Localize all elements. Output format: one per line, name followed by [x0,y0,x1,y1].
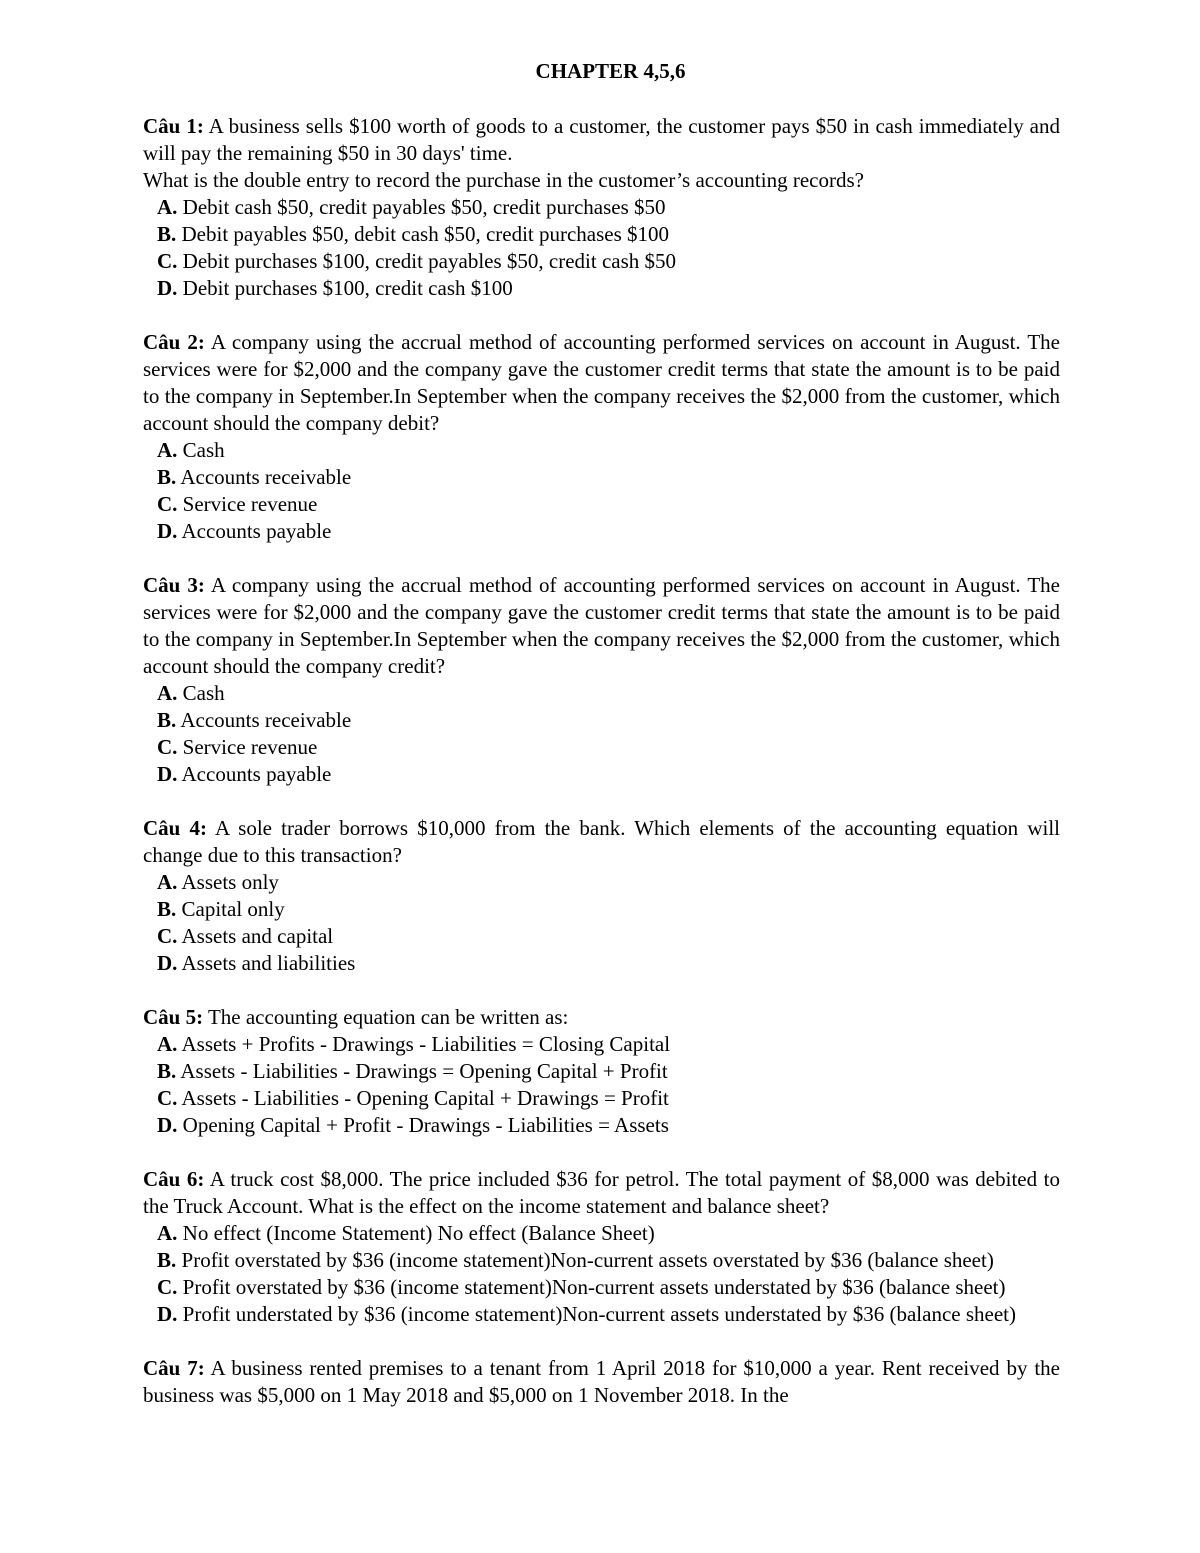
option-letter: D. [157,951,178,975]
question-stem [143,815,1060,869]
option-text: Assets - Liabilities - Drawings = Opening Capital + Profit [176,1059,668,1083]
option-text: Assets only [177,870,279,894]
option-letter: A. [157,1032,178,1056]
option-text: Accounts receivable [176,708,352,732]
answer-option [143,1274,1060,1301]
option-letter: A. [157,870,178,894]
answer-option [143,761,1060,788]
option-text: Assets and capital [177,924,334,948]
option-letter: D. [157,762,178,786]
question-text: A business rented premises to a tenant from 1 April 2018 for $10,000 a year. Rent received by the business was $5,000 on 1 May 2018 and $5,000 on 1 November 2018. In the [143,1356,1060,1407]
answer-option [143,923,1060,950]
answer-option [143,1112,1060,1139]
answer-option [143,680,1060,707]
question-7 [143,1355,1060,1409]
option-letter: D. [157,276,178,300]
option-letter: C. [157,249,178,273]
option-text: Service revenue [177,492,318,516]
option-text: Assets - Liabilities - Opening Capital + Drawings = Profit [177,1086,669,1110]
option-text: Capital only [176,897,285,921]
question-3 [143,572,1060,788]
answer-option [143,1085,1060,1112]
question-text: A company using the accrual method of accounting performed services on account in August. The services were for $2,000 and the company gave the customer credit terms that state the amount is to be paid to the company in September.In September when the company receives the $2,000 from the customer, which account should the company debit? [143,330,1061,435]
question-stem [143,113,1060,167]
question-4 [143,815,1060,977]
answer-option [143,1058,1060,1085]
option-text: Profit overstated by $36 (income statement)Non-current assets understated by $36 (balance sheet) [177,1275,1006,1299]
question-label: Câu 7: [143,1356,205,1380]
question-text: A business sells $100 worth of goods to a customer, the customer pays $50 in cash immediately and will pay the remaining $50 in 30 days' time. [143,114,1061,165]
option-letter: D. [157,1302,178,1326]
option-text: Assets + Profits - Drawings - Liabilities = Closing Capital [177,1032,671,1056]
option-letter: C. [157,1086,178,1110]
option-letter: C. [157,1275,178,1299]
question-stem [143,1004,1060,1031]
option-text: Debit purchases $100, credit payables $50, credit cash $50 [177,249,677,273]
option-text: Debit payables $50, debit cash $50, credit purchases $100 [176,222,670,246]
question-label: Câu 4: [143,816,207,840]
answer-option [143,1220,1060,1247]
question-label: Câu 6: [143,1167,205,1191]
question-text: A sole trader borrows $10,000 from the bank. Which elements of the accounting equation will change due to this transaction? [143,816,1060,867]
answer-option [143,491,1060,518]
question-label: Câu 5: [143,1005,204,1029]
answer-option [143,221,1060,248]
question-text: The accounting equation can be written as: [203,1005,569,1029]
answer-option [143,194,1060,221]
question-stem [143,572,1060,680]
option-letter: A. [157,681,178,705]
question-stem [143,1166,1060,1220]
option-letter: C. [157,492,178,516]
option-text: Cash [177,438,225,462]
answer-option [143,275,1060,302]
question-stem [143,329,1060,437]
option-letter: C. [157,924,178,948]
question-6 [143,1166,1060,1328]
answer-option [143,518,1060,545]
option-letter: B. [157,897,177,921]
question-text: A truck cost $8,000. The price included $36 for petrol. The total payment of $8,000 was debited to the Truck Account. What is the effect on the income statement and balance sheet? [143,1167,1061,1218]
option-letter: B. [157,708,177,732]
option-text: Assets and liabilities [177,951,356,975]
question-text: A company using the accrual method of accounting performed services on account in August. The services were for $2,000 and the company gave the customer credit terms that state the amount is to be paid to the company in September.In September when the company receives the $2,000 from the customer, which account should the company credit? [143,573,1061,678]
option-text: Opening Capital + Profit - Drawings - Liabilities = Assets [177,1113,669,1137]
question-label: Câu 3: [143,573,205,597]
option-text: Accounts payable [177,762,332,786]
option-text: Accounts payable [177,519,332,543]
option-text: Debit purchases $100, credit cash $100 [177,276,513,300]
option-text: Debit cash $50, credit payables $50, credit purchases $50 [177,195,666,219]
option-letter: B. [157,1248,177,1272]
answer-option [143,896,1060,923]
option-text: Service revenue [177,735,318,759]
answer-option [143,437,1060,464]
page-title: CHAPTER 4,5,6 [535,59,686,83]
answer-option [143,1031,1060,1058]
answer-option [143,707,1060,734]
question-5 [143,1004,1060,1139]
option-letter: C. [157,735,178,759]
question-label: Câu 2: [143,330,205,354]
option-text: Profit overstated by $36 (income statement)Non-current assets overstated by $36 (balance sheet) [176,1248,994,1272]
option-letter: A. [157,195,178,219]
option-text: Cash [177,681,225,705]
question-label: Câu 1: [143,114,204,138]
option-letter: A. [157,438,178,462]
answer-option [143,1301,1060,1328]
option-text: Accounts receivable [176,465,352,489]
option-text: No effect (Income Statement) No effect (Balance Sheet) [177,1221,655,1245]
question-2 [143,329,1060,545]
option-letter: B. [157,222,177,246]
answer-option [143,248,1060,275]
answer-option [143,950,1060,977]
answer-option [143,734,1060,761]
option-letter: B. [157,465,177,489]
answer-option [143,869,1060,896]
answer-option [143,1247,1060,1274]
question-stem [143,1355,1060,1409]
option-letter: D. [157,519,178,543]
answer-option [143,464,1060,491]
option-letter: B. [157,1059,177,1083]
option-letter: D. [157,1113,178,1137]
option-letter: A. [157,1221,178,1245]
question-stem-continued: What is the double entry to record the purchase in the customer’s accounting records? [143,168,864,192]
question-1 [143,113,1060,302]
option-text: Profit understated by $36 (income statement)Non-current assets understated by $36 (balance sheet) [177,1302,1016,1326]
